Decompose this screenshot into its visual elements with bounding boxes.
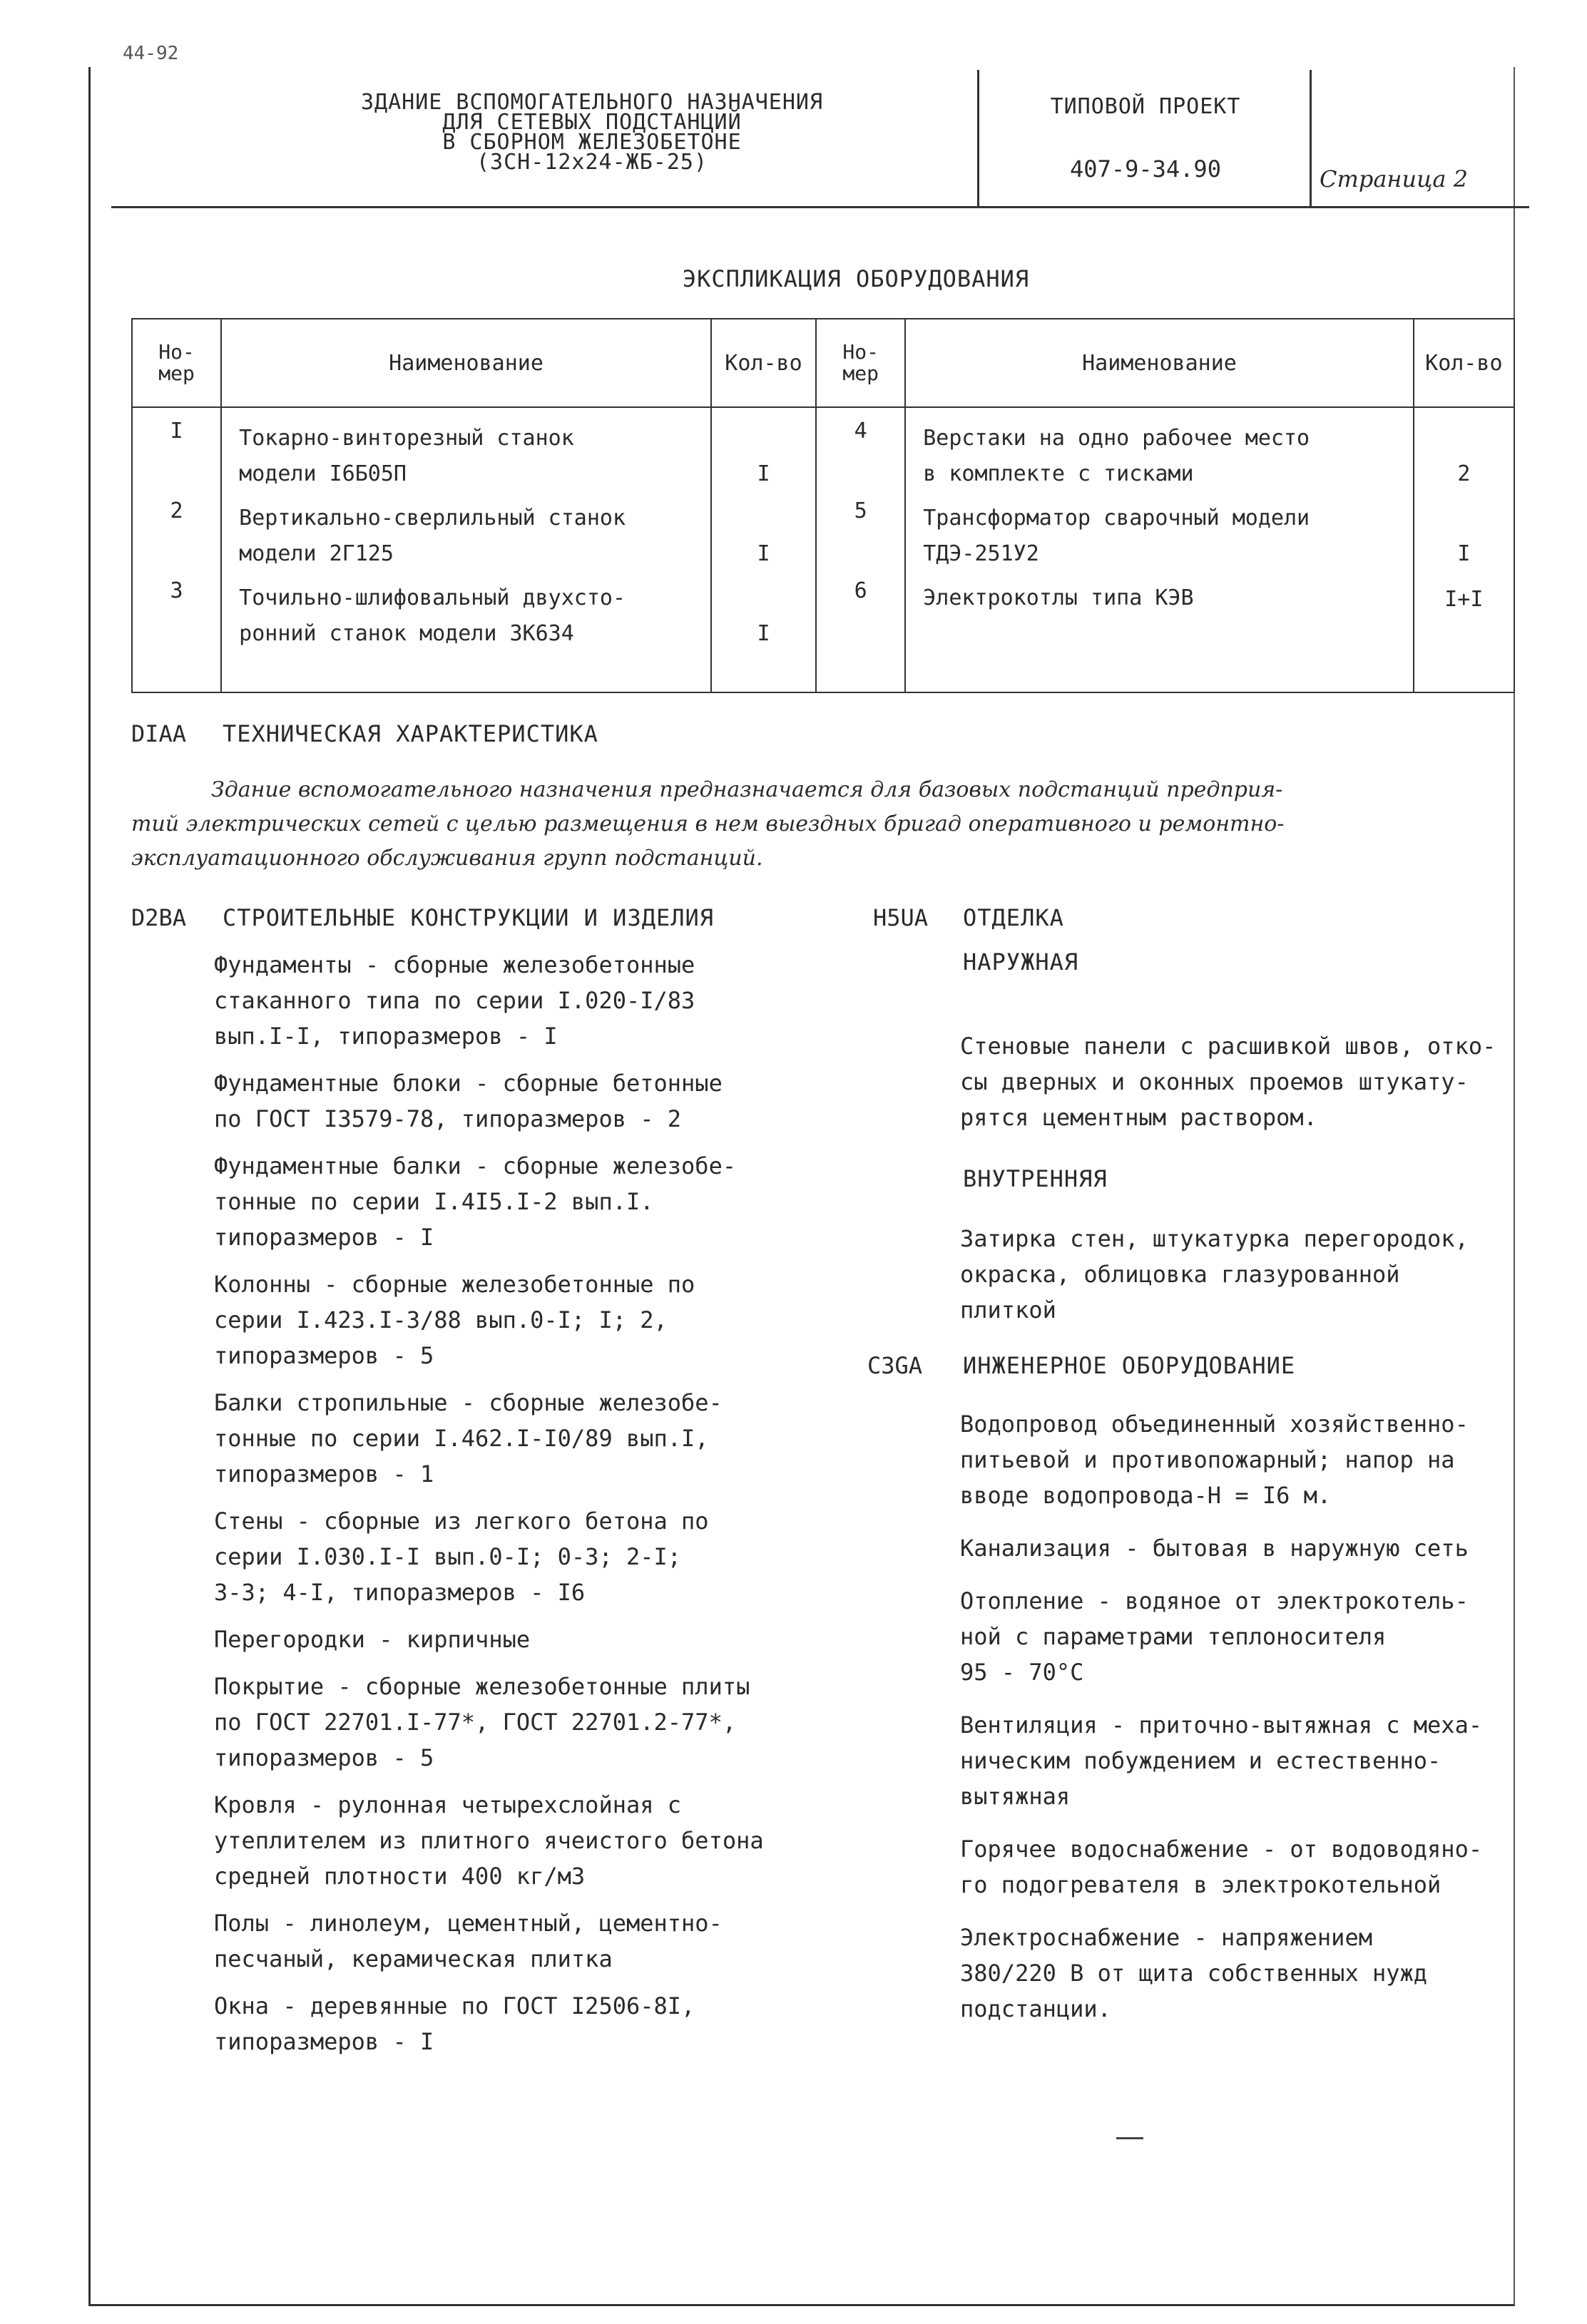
construction-item (214, 1266, 856, 1373)
construction-item (214, 1905, 856, 1977)
name-line: Трансформатор сварочный модели (923, 506, 1310, 531)
title-block-divider (977, 70, 979, 208)
header-number (132, 319, 221, 407)
name-line: Токарно-винторезный станок (239, 426, 574, 451)
name-line: модели I6Б05П (239, 461, 407, 486)
header-number-line: Но- (842, 340, 879, 364)
text-line: Балки стропильные - сборные железобе- (214, 1389, 723, 1416)
table-cell-qty: I (1457, 541, 1471, 566)
table-cell-number: 3 (170, 578, 183, 603)
text-line: типоразмеров - 5 (214, 1342, 434, 1369)
text-line: серии I.423.I-3/88 вып.0-I; I; 2, (214, 1306, 668, 1334)
text-line: Канализация - бытовая в наружную сеть (960, 1535, 1469, 1562)
construction-item (214, 947, 856, 1054)
text-line: Стены - сборные из легкого бетона по (214, 1507, 709, 1535)
construction-item (214, 1148, 856, 1255)
header-name: Наименование (221, 319, 711, 407)
subsection-heading: ВНУТРЕННЯЯ (963, 1165, 1108, 1192)
table-cell-name (239, 501, 626, 572)
text-line: рятся цементным раствором. (960, 1104, 1317, 1131)
text-line: вып.I-I, типоразмеров - I (214, 1023, 558, 1050)
text-line: сы дверных и оконных проемов штукату- (960, 1068, 1469, 1095)
engineering-item (960, 1530, 1516, 1566)
project-type-label: ТИПОВОЙ ПРОЕКТ (1050, 94, 1241, 119)
table-cell-qty: I+I (1444, 587, 1484, 612)
text-line: плиткой (960, 1296, 1056, 1324)
text-line: окраска, облицовка глазурованной (960, 1261, 1400, 1288)
text-line: песчаный, керамическая плитка (214, 1945, 613, 1972)
section-heading: ТЕХНИЧЕСКАЯ ХАРАКТЕРИСТИКА (223, 720, 598, 747)
table-cell-number: 2 (170, 498, 183, 523)
title-block-divider (1310, 70, 1312, 208)
construction-item (214, 1385, 856, 1492)
section-code: C3GA (867, 1352, 923, 1379)
engineering-item (960, 1831, 1516, 1903)
text-line: Отопление - водяное от электрокотель- (960, 1587, 1469, 1614)
description-line: (ЗСН-12x24-ЖБ-25) (476, 150, 708, 175)
construction-item (214, 1065, 856, 1137)
tech-line: Здание вспомогательного назначения предназначается для базовых подстанций предприя- (211, 777, 1283, 802)
name-line: ТДЭ-251У2 (923, 541, 1039, 566)
text-line: типоразмеров - 1 (214, 1460, 434, 1488)
header-qty: Кол-во (711, 319, 816, 407)
header-number-line: мер (158, 362, 195, 385)
project-description (214, 90, 970, 175)
header-number-line: Но- (158, 340, 195, 364)
text-line: Кровля - рулонная четырехслойная с (214, 1791, 682, 1818)
header-qty: Кол-во (1414, 319, 1514, 407)
text-line: Покрытие - сборные железобетонные плиты (214, 1673, 750, 1700)
text-line: Вентиляция - приточно-вытяжная с меха- (960, 1711, 1483, 1739)
text-line: Перегородки - кирпичные (214, 1626, 531, 1653)
equipment-title: ЭКСПЛИКАЦИЯ ОБОРУДОВАНИЯ (682, 265, 1030, 292)
text-line: утеплителем из плитного ячеистого бетона (214, 1827, 764, 1854)
name-line: Электрокотлы типа КЭВ (923, 585, 1194, 610)
construction-item (214, 1988, 856, 2059)
text-line: Колонны - сборные железобетонные по (214, 1271, 695, 1298)
text-line: 95 - 70°С (960, 1659, 1084, 1686)
left-qty-column (711, 407, 816, 692)
engineering-item (960, 1920, 1516, 2027)
text-line: по ГОСТ 22701.I-77*, ГОСТ 22701.2-77*, (214, 1709, 737, 1736)
text-line: подстанции. (960, 1995, 1111, 2022)
engineering-item (960, 1707, 1516, 1814)
construction-item (214, 1787, 856, 1894)
left-number-column (132, 407, 221, 692)
text-line: питьевой и противопожарный; напор на (960, 1446, 1455, 1473)
text-line: Фундаментные блоки - сборные бетонные (214, 1070, 723, 1097)
description-line: ЗДАНИЕ ВСПОМОГАТЕЛЬНОГО НАЗНАЧЕНИЯ (360, 90, 824, 115)
section-heading: ИНЖЕНЕРНОЕ ОБОРУДОВАНИЕ (963, 1352, 1296, 1379)
right-name-column (905, 407, 1413, 692)
table-cell-name (923, 580, 1193, 616)
text-line: тонные по серии I.4I5.I-2 вып.I. (214, 1188, 654, 1215)
text-line: Горячее водоснабжение - от водоводяно- (960, 1836, 1483, 1863)
page-dash-mark (1116, 2137, 1143, 2139)
text-line: серии I.030.I-I вып.0-I; 0-3; 2-I; (214, 1543, 682, 1570)
table-cell-name (239, 580, 626, 652)
text-line: Окна - деревянные по ГОСТ I2506-8I, (214, 1992, 695, 2020)
text-line: Стеновые панели с расшивкой швов, отко- (960, 1033, 1496, 1060)
table-cell-qty: I (757, 621, 770, 646)
section-heading: СТРОИТЕЛЬНЫЕ КОНСТРУКЦИИ И ИЗДЕЛИЯ (223, 904, 715, 931)
text-line: типоразмеров - I (214, 1224, 434, 1251)
text-line: Затирка стен, штукатурка перегородок, (960, 1225, 1469, 1252)
left-name-column (221, 407, 711, 692)
project-code: 407-9-34.90 (1070, 155, 1221, 183)
header-number-line: мер (842, 362, 879, 385)
text-line: средней плотности 400 кг/м3 (214, 1863, 586, 1890)
construction-item (214, 1669, 856, 1776)
header-name: Наименование (905, 319, 1413, 407)
table-cell-qty: I (757, 461, 770, 486)
header-number (816, 319, 905, 407)
tech-line: эксплуатационного обслуживания групп подстанций. (131, 846, 763, 871)
text-line: тонные по серии I.462.I-I0/89 вып.I, (214, 1425, 709, 1452)
tech-description (131, 773, 1486, 876)
text-line: ной с параметрами теплоносителя (960, 1623, 1387, 1650)
text-line: вводе водопровода-Н = I6 м. (960, 1482, 1332, 1509)
table-cell-qty: 2 (1457, 461, 1471, 486)
table-cell-number: I (170, 419, 183, 444)
subsection-heading: НАРУЖНАЯ (963, 948, 1079, 976)
name-line: Вертикально-сверлильный станок (239, 506, 626, 531)
table-cell-name (239, 421, 574, 492)
text-line: типоразмеров - 5 (214, 1744, 434, 1771)
table-header-row (132, 319, 1514, 407)
right-qty-column (1414, 407, 1514, 692)
engineering-item (960, 1406, 1516, 1513)
table-cell-number: 4 (854, 419, 867, 444)
construction-list (214, 947, 856, 2059)
name-line: в комплекте с тисками (923, 461, 1194, 486)
table-cell-number: 6 (854, 578, 867, 603)
finish-inner-text (960, 1221, 1516, 1328)
description-line: ДЛЯ СЕТЕВЫХ ПОДСТАНЦИЙ (442, 110, 742, 135)
tech-line: тий электрических сетей с целью размещения в нем выездных бригад оперативного и ремонтно- (131, 812, 1285, 836)
finish-outer-text (960, 1028, 1516, 1135)
name-line: ронний станок модели 3К634 (239, 621, 574, 646)
section-code: D2BA (131, 904, 187, 931)
text-line: 380/220 В от щита собственных нужд (960, 1960, 1428, 1987)
table-body-row (132, 407, 1514, 692)
construction-item (214, 1503, 856, 1610)
table-cell-name (923, 421, 1310, 492)
text-line: 3-3; 4-I, типоразмеров - I6 (214, 1579, 586, 1606)
engineering-list (960, 1406, 1516, 2027)
section-code: DIAA (131, 720, 187, 747)
text-line: го подогревателя в электрокотельной (960, 1871, 1441, 1898)
right-number-column (816, 407, 905, 692)
text-line: ническим побуждением и естественно- (960, 1747, 1441, 1774)
section-heading: ОТДЕЛКА (963, 904, 1064, 931)
text-line: Фундаменты - сборные железобетонные (214, 951, 695, 978)
text-line: Фундаментные балки - сборные железобе- (214, 1152, 737, 1179)
text-line: по ГОСТ I3579-78, типоразмеров - 2 (214, 1105, 682, 1132)
name-line: Точильно-шлифовальный двухсто- (239, 585, 626, 610)
page-number: Страница 2 (1320, 165, 1469, 193)
construction-item (214, 1622, 856, 1657)
text-line: Электроснабжение - напряжением (960, 1924, 1372, 1951)
text-line: вытяжная (960, 1783, 1071, 1810)
table-cell-number: 5 (854, 498, 867, 523)
name-line: Верстаки на одно рабочее место (923, 426, 1310, 451)
table-cell-qty: I (757, 541, 770, 566)
table-cell-name (923, 501, 1310, 572)
text-line: стаканного типа по серии I.020-I/83 (214, 987, 695, 1014)
sheet-code: 44-92 (123, 43, 179, 64)
text-line: Водопровод объединенный хозяйственно- (960, 1411, 1469, 1438)
name-line: модели 2Г125 (239, 541, 394, 566)
description-line: В СБОРНОМ ЖЕЛЕЗОБЕТОНЕ (442, 130, 742, 155)
engineering-item (960, 1583, 1516, 1690)
text-line: Полы - линолеум, цементный, цементно- (214, 1910, 723, 1937)
text-line: типоразмеров - I (214, 2028, 434, 2055)
section-code: H5UA (873, 904, 929, 931)
equipment-table (131, 318, 1515, 693)
